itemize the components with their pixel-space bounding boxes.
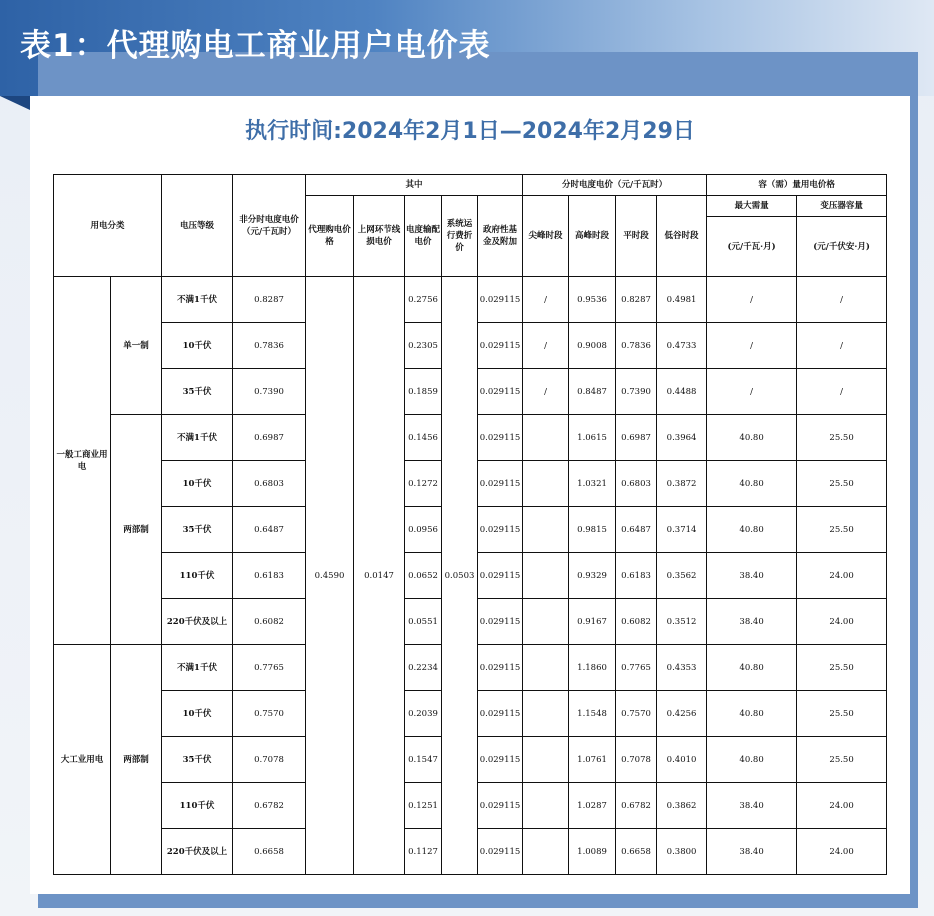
- gov-fund-cell: 0.029115: [478, 277, 523, 323]
- header-system: 系统运行费折价: [442, 196, 478, 277]
- transformer-cell: 25.50: [797, 691, 887, 737]
- gov-fund-cell: 0.029115: [478, 691, 523, 737]
- valley-cell: 0.3714: [657, 507, 707, 553]
- gov-fund-cell: 0.029115: [478, 369, 523, 415]
- valley-cell: 0.4488: [657, 369, 707, 415]
- table-row: [54, 277, 887, 323]
- voltage-cell: 不满1千伏: [162, 645, 233, 691]
- flat-cell: 0.6658: [616, 829, 657, 875]
- gov-fund-cell: 0.029115: [478, 415, 523, 461]
- flat-price-cell: 0.7570: [233, 691, 306, 737]
- max-demand-cell: 38.40: [707, 553, 797, 599]
- peak-sharp-cell: [523, 645, 569, 691]
- gov-fund-cell: 0.029115: [478, 783, 523, 829]
- gov-fund-cell: 0.029115: [478, 829, 523, 875]
- peak-cell: 1.0761: [569, 737, 616, 783]
- flat-price-cell: 0.6082: [233, 599, 306, 645]
- flat-cell: 0.6487: [616, 507, 657, 553]
- flat-price-cell: 0.7078: [233, 737, 306, 783]
- gov-fund-cell: 0.029115: [478, 599, 523, 645]
- voltage-cell: 220千伏及以上: [162, 829, 233, 875]
- flat-cell: 0.7390: [616, 369, 657, 415]
- transmission-cell: 0.2234: [405, 645, 442, 691]
- valley-cell: 0.4353: [657, 645, 707, 691]
- valley-cell: 0.3512: [657, 599, 707, 645]
- peak-sharp-cell: /: [523, 323, 569, 369]
- peak-cell: 1.0287: [569, 783, 616, 829]
- peak-cell: 0.9536: [569, 277, 616, 323]
- subcategory-two-part-large: 两部制: [111, 645, 162, 875]
- peak-sharp-cell: /: [523, 277, 569, 323]
- peak-sharp-cell: /: [523, 369, 569, 415]
- flat-cell: 0.6782: [616, 783, 657, 829]
- transmission-cell: 0.1127: [405, 829, 442, 875]
- gov-fund-cell: 0.029115: [478, 507, 523, 553]
- header-agency: 代理购电价格: [306, 196, 354, 277]
- max-demand-cell: 40.80: [707, 415, 797, 461]
- header-loss: 上网环节线损电价: [354, 196, 405, 277]
- transmission-cell: 0.1547: [405, 737, 442, 783]
- peak-cell: 1.0321: [569, 461, 616, 507]
- max-demand-cell: 40.80: [707, 645, 797, 691]
- voltage-cell: 10千伏: [162, 461, 233, 507]
- transformer-cell: 24.00: [797, 553, 887, 599]
- peak-cell: 0.9008: [569, 323, 616, 369]
- transformer-cell: 25.50: [797, 461, 887, 507]
- transmission-cell: 0.2305: [405, 323, 442, 369]
- voltage-cell: 35千伏: [162, 369, 233, 415]
- category-large: 大工业用电: [54, 645, 111, 875]
- transmission-cell: 0.1272: [405, 461, 442, 507]
- transmission-cell: 0.1859: [405, 369, 442, 415]
- max-demand-cell: 40.80: [707, 507, 797, 553]
- transmission-cell: 0.2039: [405, 691, 442, 737]
- flat-cell: 0.6183: [616, 553, 657, 599]
- header-gov-fund: 政府性基金及附加: [478, 196, 523, 277]
- header-peak-sharp: 尖峰时段: [523, 196, 569, 277]
- max-demand-cell: 38.40: [707, 829, 797, 875]
- peak-sharp-cell: [523, 829, 569, 875]
- gov-fund-cell: 0.029115: [478, 553, 523, 599]
- transmission-cell: 0.1251: [405, 783, 442, 829]
- voltage-cell: 35千伏: [162, 737, 233, 783]
- max-demand-cell: 38.40: [707, 599, 797, 645]
- valley-cell: 0.3862: [657, 783, 707, 829]
- header-max-demand-unit: (元/千瓦·月): [707, 217, 797, 277]
- valley-cell: 0.4981: [657, 277, 707, 323]
- subcategory-two-part-general: 两部制: [111, 415, 162, 645]
- peak-sharp-cell: [523, 691, 569, 737]
- max-demand-cell: 40.80: [707, 461, 797, 507]
- peak-cell: 1.0089: [569, 829, 616, 875]
- page-title: 表1：代理购电工商业用户电价表: [20, 28, 491, 64]
- transmission-cell: 0.0652: [405, 553, 442, 599]
- voltage-cell: 10千伏: [162, 691, 233, 737]
- flat-price-cell: 0.7390: [233, 369, 306, 415]
- category-general: 一般工商业用电: [54, 277, 111, 645]
- flat-cell: 0.8287: [616, 277, 657, 323]
- transformer-cell: 25.50: [797, 737, 887, 783]
- peak-cell: 0.9329: [569, 553, 616, 599]
- gov-fund-cell: 0.029115: [478, 737, 523, 783]
- flat-cell: 0.7765: [616, 645, 657, 691]
- flat-price-cell: 0.6782: [233, 783, 306, 829]
- flat-cell: 0.6803: [616, 461, 657, 507]
- flat-price-cell: 0.7836: [233, 323, 306, 369]
- gov-fund-cell: 0.029115: [478, 323, 523, 369]
- voltage-cell: 不满1千伏: [162, 277, 233, 323]
- system-fee-cell: 0.0503: [442, 277, 478, 875]
- max-demand-cell: 40.80: [707, 691, 797, 737]
- max-demand-cell: 38.40: [707, 783, 797, 829]
- flat-price-cell: 0.6658: [233, 829, 306, 875]
- header-transformer-unit: (元/千伏安·月): [797, 217, 887, 277]
- transformer-cell: /: [797, 277, 887, 323]
- max-demand-cell: /: [707, 277, 797, 323]
- header-max-demand: 最大需量: [707, 196, 797, 217]
- header-voltage: 电压等级: [162, 175, 233, 277]
- flat-price-cell: 0.6987: [233, 415, 306, 461]
- flat-cell: 0.7836: [616, 323, 657, 369]
- peak-sharp-cell: [523, 507, 569, 553]
- transmission-cell: 0.0551: [405, 599, 442, 645]
- flat-price-cell: 0.7765: [233, 645, 306, 691]
- flat-price-cell: 0.8287: [233, 277, 306, 323]
- header-transformer: 变压器容量: [797, 196, 887, 217]
- transformer-cell: 25.50: [797, 645, 887, 691]
- transformer-cell: 24.00: [797, 829, 887, 875]
- transmission-cell: 0.2756: [405, 277, 442, 323]
- peak-sharp-cell: [523, 783, 569, 829]
- flat-cell: 0.6082: [616, 599, 657, 645]
- voltage-cell: 35千伏: [162, 507, 233, 553]
- voltage-cell: 110千伏: [162, 783, 233, 829]
- peak-cell: 1.1548: [569, 691, 616, 737]
- price-table: [53, 174, 887, 875]
- valley-cell: 0.3800: [657, 829, 707, 875]
- header-capacity-group: 容（需）量用电价格: [707, 175, 887, 196]
- valley-cell: 0.3964: [657, 415, 707, 461]
- flat-price-cell: 0.6803: [233, 461, 306, 507]
- effective-period: 执行时间:2024年2月1日—2024年2月29日: [245, 119, 695, 144]
- voltage-cell: 220千伏及以上: [162, 599, 233, 645]
- header-peak: 高峰时段: [569, 196, 616, 277]
- transformer-cell: 25.50: [797, 415, 887, 461]
- peak-cell: 0.8487: [569, 369, 616, 415]
- flat-cell: 0.6987: [616, 415, 657, 461]
- gov-fund-cell: 0.029115: [478, 461, 523, 507]
- valley-cell: 0.3872: [657, 461, 707, 507]
- transformer-cell: 25.50: [797, 507, 887, 553]
- transmission-cell: 0.1456: [405, 415, 442, 461]
- peak-cell: 1.1860: [569, 645, 616, 691]
- peak-cell: 0.9167: [569, 599, 616, 645]
- voltage-cell: 10千伏: [162, 323, 233, 369]
- voltage-cell: 不满1千伏: [162, 415, 233, 461]
- transmission-cell: 0.0956: [405, 507, 442, 553]
- header-transmission: 电度输配电价: [405, 196, 442, 277]
- loss-price-cell: 0.0147: [354, 277, 405, 875]
- header-flat-price: 非分时电度电价（元/千瓦时）: [233, 175, 306, 277]
- max-demand-cell: 40.80: [707, 737, 797, 783]
- valley-cell: 0.4733: [657, 323, 707, 369]
- transformer-cell: 24.00: [797, 599, 887, 645]
- max-demand-cell: /: [707, 369, 797, 415]
- valley-cell: 0.4010: [657, 737, 707, 783]
- header-valley: 低谷时段: [657, 196, 707, 277]
- valley-cell: 0.3562: [657, 553, 707, 599]
- peak-cell: 0.9815: [569, 507, 616, 553]
- valley-cell: 0.4256: [657, 691, 707, 737]
- flat-price-cell: 0.6487: [233, 507, 306, 553]
- agency-price-cell: 0.4590: [306, 277, 354, 875]
- peak-sharp-cell: [523, 737, 569, 783]
- flat-price-cell: 0.6183: [233, 553, 306, 599]
- peak-sharp-cell: [523, 553, 569, 599]
- peak-cell: 1.0615: [569, 415, 616, 461]
- subcategory-single: 单一制: [111, 277, 162, 415]
- transformer-cell: /: [797, 323, 887, 369]
- header-qizhong: 其中: [306, 175, 523, 196]
- transformer-cell: /: [797, 369, 887, 415]
- max-demand-cell: /: [707, 323, 797, 369]
- header-category: 用电分类: [54, 175, 162, 277]
- header-flat: 平时段: [616, 196, 657, 277]
- peak-sharp-cell: [523, 599, 569, 645]
- transformer-cell: 24.00: [797, 783, 887, 829]
- banner-fold: [0, 96, 30, 110]
- flat-cell: 0.7570: [616, 691, 657, 737]
- header-tou-group: 分时电度电价（元/千瓦时）: [523, 175, 707, 196]
- gov-fund-cell: 0.029115: [478, 645, 523, 691]
- voltage-cell: 110千伏: [162, 553, 233, 599]
- peak-sharp-cell: [523, 415, 569, 461]
- peak-sharp-cell: [523, 461, 569, 507]
- price-card: [30, 96, 910, 894]
- flat-cell: 0.7078: [616, 737, 657, 783]
